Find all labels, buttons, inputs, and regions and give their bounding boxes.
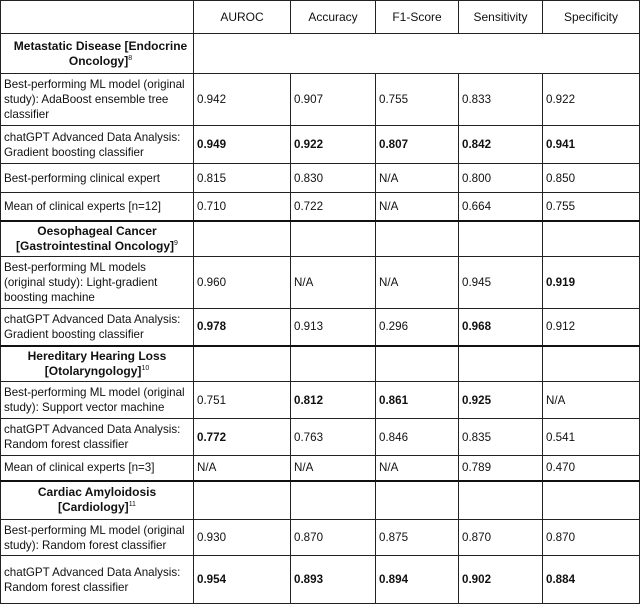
metric-value-accuracy: 0.913 bbox=[291, 309, 376, 346]
section-title bbox=[1, 34, 194, 74]
empty-cell bbox=[543, 221, 640, 257]
metric-value-specificity: 0.884 bbox=[543, 556, 640, 604]
metric-value-accuracy: N/A bbox=[291, 456, 376, 481]
metric-value-specificity: 0.941 bbox=[543, 126, 640, 164]
metric-value-f1-score: N/A bbox=[376, 193, 459, 221]
metric-value-sensitivity: 0.800 bbox=[459, 164, 543, 193]
empty-cell bbox=[543, 481, 640, 520]
header-row bbox=[1, 1, 640, 34]
metric-value-specificity: 0.870 bbox=[543, 520, 640, 556]
metric-value-specificity: 0.470 bbox=[543, 456, 640, 481]
metric-value-sensitivity: 0.902 bbox=[459, 556, 543, 604]
metric-value-accuracy: 0.870 bbox=[291, 520, 376, 556]
metric-value-auroc: 0.930 bbox=[194, 520, 291, 556]
metric-value-sensitivity: 0.835 bbox=[459, 419, 543, 456]
empty-cell bbox=[194, 481, 291, 520]
table-row bbox=[1, 126, 640, 164]
table-row bbox=[1, 556, 640, 604]
model-label: Best-performing ML model (original study): Random forest classifier bbox=[1, 520, 194, 556]
metric-value-specificity: 0.541 bbox=[543, 419, 640, 456]
model-label: Best-performing clinical expert bbox=[1, 164, 194, 193]
metric-value-accuracy: 0.763 bbox=[291, 419, 376, 456]
empty-cell bbox=[376, 481, 459, 520]
metric-value-auroc: 0.751 bbox=[194, 382, 291, 419]
model-label: Best-performing ML model (original study): Support vector machine bbox=[1, 382, 194, 419]
metric-value-specificity: 0.755 bbox=[543, 193, 640, 221]
metric-value-specificity: 0.850 bbox=[543, 164, 640, 193]
empty-cell bbox=[194, 34, 640, 74]
model-label: Best-performing ML model (original study): AdaBoost ensemble tree classifier bbox=[1, 74, 194, 126]
model-label: chatGPT Advanced Data Analysis: Random forest classifier bbox=[1, 556, 194, 604]
metric-value-f1-score: N/A bbox=[376, 456, 459, 481]
metric-value-f1-score: N/A bbox=[376, 164, 459, 193]
column-header-empty bbox=[1, 1, 194, 34]
column-header-accuracy: Accuracy bbox=[291, 1, 376, 34]
empty-cell bbox=[291, 346, 376, 382]
metric-value-sensitivity: 0.833 bbox=[459, 74, 543, 126]
metric-value-accuracy: 0.830 bbox=[291, 164, 376, 193]
metric-value-auroc: 0.949 bbox=[194, 126, 291, 164]
metric-value-sensitivity: 0.842 bbox=[459, 126, 543, 164]
model-label: chatGPT Advanced Data Analysis: Random forest classifier bbox=[1, 419, 194, 456]
metric-value-f1-score: 0.894 bbox=[376, 556, 459, 604]
metric-value-auroc: 0.815 bbox=[194, 164, 291, 193]
section-title-text: Oesophageal Cancer [Gastrointestinal Oncology] bbox=[16, 223, 175, 253]
column-header-f1-score: F1-Score bbox=[376, 1, 459, 34]
empty-cell bbox=[194, 221, 291, 257]
table-row bbox=[1, 74, 640, 126]
model-label: chatGPT Advanced Data Analysis: Gradient boosting classifier bbox=[1, 309, 194, 346]
table-row bbox=[1, 382, 640, 419]
metric-value-sensitivity: 0.789 bbox=[459, 456, 543, 481]
reference-number: 8 bbox=[128, 54, 133, 62]
metric-value-accuracy: 0.722 bbox=[291, 193, 376, 221]
empty-cell bbox=[291, 481, 376, 520]
metric-value-auroc: 0.710 bbox=[194, 193, 291, 221]
section-title-text: Cardiac Amyloidosis [Cardiology] bbox=[37, 485, 157, 515]
empty-cell bbox=[194, 346, 291, 382]
metric-value-f1-score: 0.296 bbox=[376, 309, 459, 346]
section-header-row bbox=[1, 481, 640, 520]
table-row bbox=[1, 193, 640, 221]
metric-value-f1-score: 0.846 bbox=[376, 419, 459, 456]
empty-cell bbox=[459, 346, 543, 382]
metric-value-f1-score: 0.875 bbox=[376, 520, 459, 556]
empty-cell bbox=[459, 481, 543, 520]
table-row bbox=[1, 419, 640, 456]
section-header-row bbox=[1, 34, 640, 74]
metric-value-auroc: 0.772 bbox=[194, 419, 291, 456]
metric-value-specificity: 0.912 bbox=[543, 309, 640, 346]
metric-value-f1-score: N/A bbox=[376, 257, 459, 309]
table-row bbox=[1, 164, 640, 193]
model-label: chatGPT Advanced Data Analysis: Gradient boosting classifier bbox=[1, 126, 194, 164]
metric-value-accuracy: 0.893 bbox=[291, 556, 376, 604]
section-title-text: Hereditary Hearing Loss [Otolaryngology] bbox=[27, 348, 167, 378]
metric-value-f1-score: 0.755 bbox=[376, 74, 459, 126]
column-header-specificity: Specificity bbox=[543, 1, 640, 34]
section-title-text: Metastatic Disease [Endocrine Oncology] bbox=[13, 38, 188, 68]
metric-value-auroc: 0.978 bbox=[194, 309, 291, 346]
model-label: Mean of clinical experts [n=3] bbox=[1, 456, 194, 481]
metric-value-f1-score: 0.861 bbox=[376, 382, 459, 419]
column-header-sensitivity: Sensitivity bbox=[459, 1, 543, 34]
metric-value-auroc: 0.960 bbox=[194, 257, 291, 309]
section-header-row bbox=[1, 221, 640, 257]
section-title bbox=[1, 481, 194, 520]
reference-number: 11 bbox=[128, 501, 136, 509]
column-header-auroc: AUROC bbox=[194, 1, 291, 34]
metric-value-sensitivity: 0.945 bbox=[459, 257, 543, 309]
reference-number: 9 bbox=[174, 239, 178, 247]
empty-cell bbox=[459, 221, 543, 257]
metric-value-sensitivity: 0.968 bbox=[459, 309, 543, 346]
empty-cell bbox=[291, 221, 376, 257]
metric-value-specificity: 0.922 bbox=[543, 74, 640, 126]
section-title bbox=[1, 346, 194, 382]
table-row bbox=[1, 257, 640, 309]
empty-cell bbox=[376, 221, 459, 257]
metric-value-accuracy: 0.812 bbox=[291, 382, 376, 419]
table-row bbox=[1, 456, 640, 481]
table-row bbox=[1, 309, 640, 346]
metric-value-accuracy: 0.907 bbox=[291, 74, 376, 126]
metric-value-sensitivity: 0.870 bbox=[459, 520, 543, 556]
section-header-row bbox=[1, 346, 640, 382]
empty-cell bbox=[376, 346, 459, 382]
metric-value-accuracy: N/A bbox=[291, 257, 376, 309]
metric-value-auroc: N/A bbox=[194, 456, 291, 481]
empty-cell bbox=[543, 346, 640, 382]
model-label: Mean of clinical experts [n=12] bbox=[1, 193, 194, 221]
model-label: Best-performing ML models (original study): Light-gradient boosting machine bbox=[1, 257, 194, 309]
metric-value-auroc: 0.942 bbox=[194, 74, 291, 126]
metric-value-sensitivity: 0.664 bbox=[459, 193, 543, 221]
metric-value-auroc: 0.954 bbox=[194, 556, 291, 604]
metric-value-f1-score: 0.807 bbox=[376, 126, 459, 164]
metric-value-sensitivity: 0.925 bbox=[459, 382, 543, 419]
metric-value-accuracy: 0.922 bbox=[291, 126, 376, 164]
reference-number: 10 bbox=[141, 364, 150, 372]
section-title bbox=[1, 221, 194, 257]
table-row bbox=[1, 520, 640, 556]
metric-value-specificity: N/A bbox=[543, 382, 640, 419]
metric-value-specificity: 0.919 bbox=[543, 257, 640, 309]
